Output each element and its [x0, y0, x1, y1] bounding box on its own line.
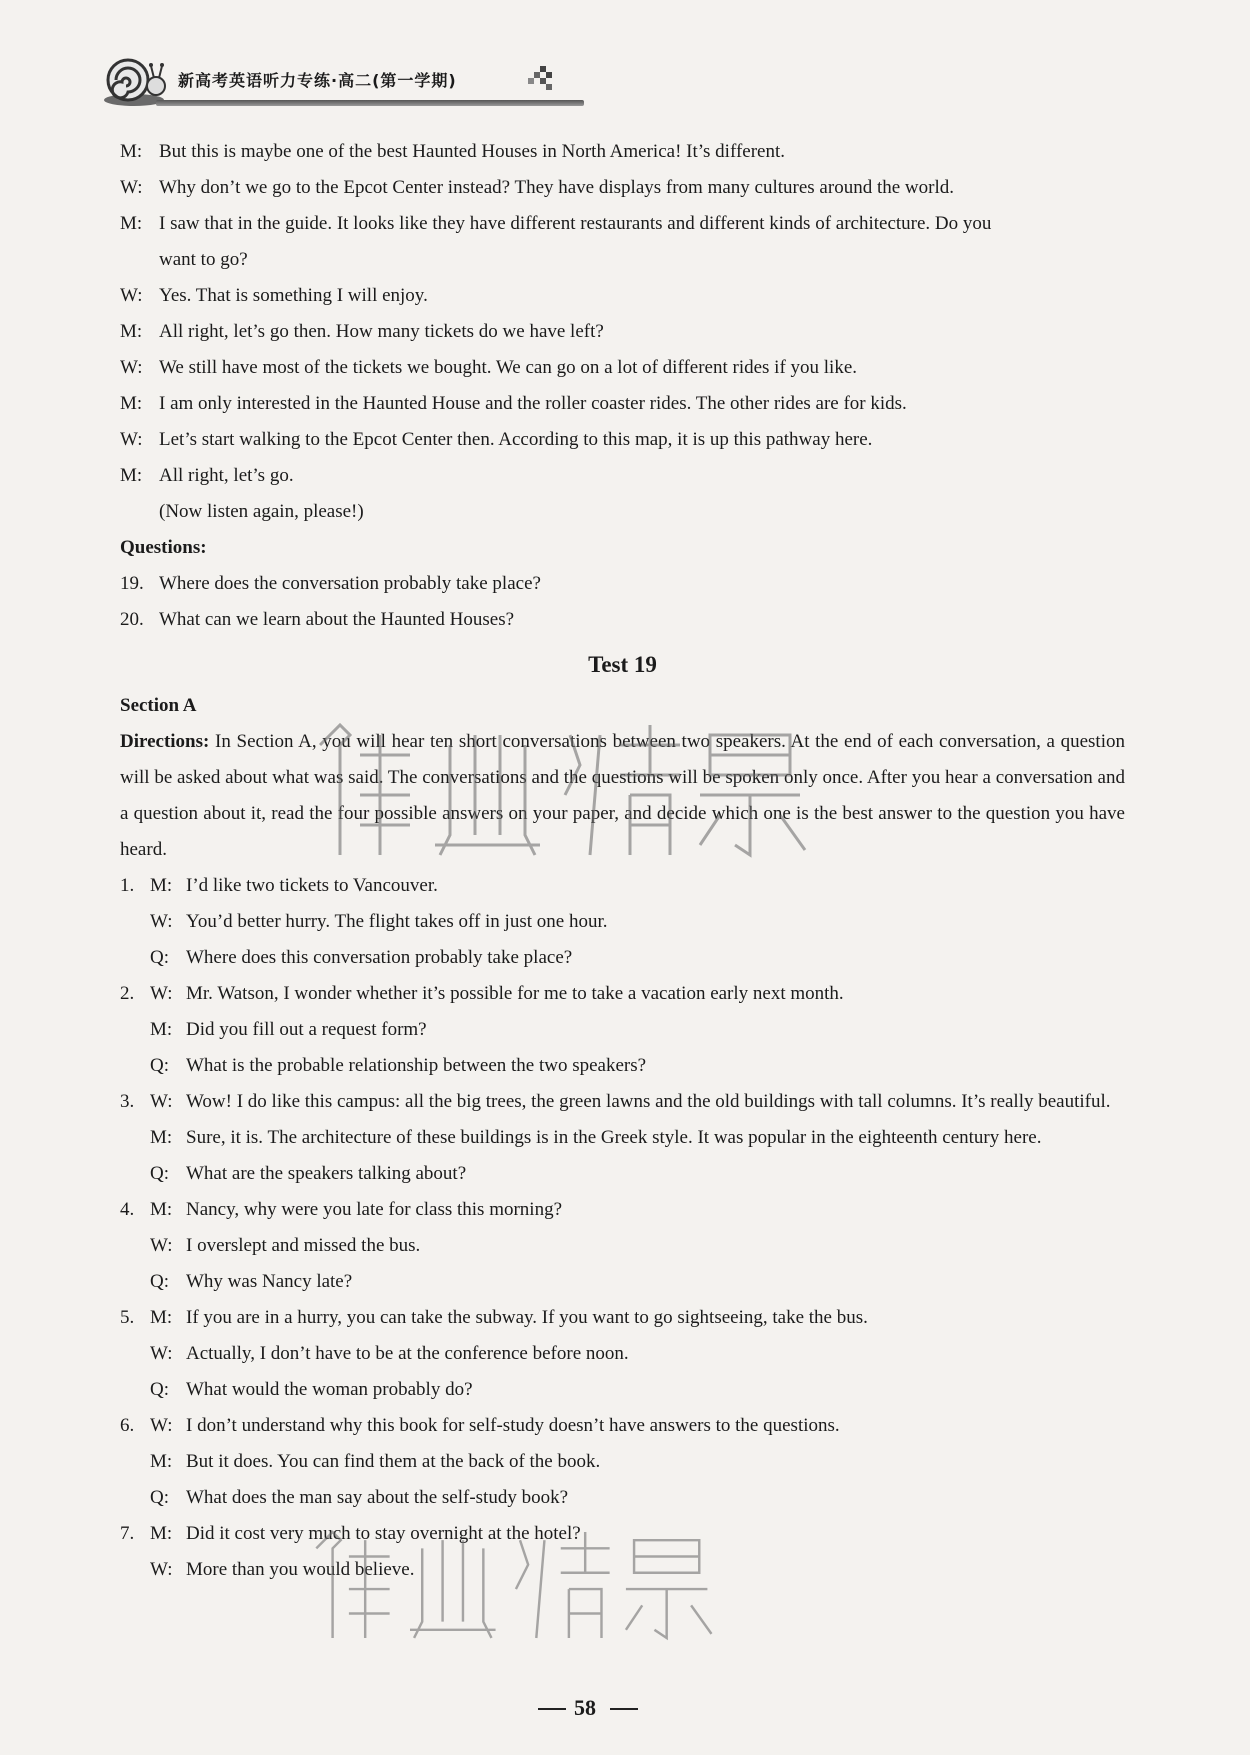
conversation-items: [120, 868, 1125, 1588]
question-text: What does the man say about the self-study book?: [186, 1487, 569, 1508]
conversation-item: [120, 1084, 1125, 1192]
speaker-label: M:: [120, 393, 143, 414]
conversation-item: [120, 868, 1125, 976]
dialogue-text: All right, let’s go.: [159, 465, 294, 486]
dialogue-text: I don’t understand why this book for self-study doesn’t have answers to the questions.: [186, 1415, 840, 1436]
question-text: What are the speakers talking about?: [186, 1163, 467, 1184]
speaker-label: Q:: [150, 1487, 169, 1508]
speaker-label: M:: [120, 321, 143, 342]
page-header: [104, 56, 584, 108]
speaker-label: W:: [150, 983, 173, 1004]
dialogue-text: Actually, I don’t have to be at the conference before noon.: [186, 1343, 629, 1364]
speaker-label: W:: [120, 285, 143, 306]
dialogue-line: [120, 206, 1125, 242]
conversation-item: [120, 1192, 1125, 1300]
speaker-label: M:: [120, 141, 143, 162]
dialogue-text: If you are in a hurry, you can take the subway. If you want to go sightseeing, take the bus.: [186, 1307, 868, 1328]
dialogue-line: [120, 422, 1125, 458]
dialogue-text: Wow! I do like this campus: all the big trees, the green lawns and the old buildings with tall columns. It’s really beautiful.: [186, 1091, 1111, 1112]
question-item: [120, 602, 1125, 638]
speaker-label: Q:: [150, 1163, 169, 1184]
speaker-label: W:: [150, 1091, 173, 1112]
dialogue-text: Did it cost very much to stay overnight at the hotel?: [186, 1523, 581, 1544]
speaker-label: M:: [150, 1451, 173, 1472]
speaker-label: Q:: [150, 947, 169, 968]
speaker-label: M:: [120, 465, 143, 486]
directions-text: In Section A, you will hear ten short conversations between two speakers. At the end of each conversation, a question will be asked about what was said. The conversations and the questions will be spoken only once. After you hear a conversation and a question about it, read the four possible answers on your paper, and decide which one is the best answer to the question you have heard.: [120, 731, 1125, 860]
item-number: 4.: [120, 1199, 135, 1220]
dialogue-text: Yes. That is something I will enjoy.: [159, 285, 428, 306]
item-number: 5.: [120, 1307, 135, 1328]
item-number: 1.: [120, 875, 135, 896]
dialogue-text: You’d better hurry. The flight takes off in just one hour.: [186, 911, 608, 932]
page-number: 58: [574, 1695, 596, 1720]
dialogue-text: All right, let’s go then. How many tickets do we have left?: [159, 321, 604, 342]
question-text: What is the probable relationship between the two speakers?: [186, 1055, 647, 1076]
conversation-item: [120, 976, 1125, 1084]
dialogue-text: I’d like two tickets to Vancouver.: [186, 875, 438, 896]
dialogue-text: I am only interested in the Haunted House and the roller coaster rides. The other rides are for kids.: [159, 393, 907, 414]
speaker-label: M:: [120, 213, 143, 234]
speaker-label: W:: [150, 1235, 173, 1256]
page-number-dash: [610, 1708, 638, 1710]
test-title: Test 19: [588, 652, 657, 677]
dialogue-line: [120, 134, 1125, 170]
speaker-label: W:: [150, 1559, 173, 1580]
dialogue-text: I overslept and missed the bus.: [186, 1235, 421, 1256]
question-text: What can we learn about the Haunted Houses?: [159, 609, 515, 630]
header-rule: [156, 100, 584, 106]
dialogue-text: Why don’t we go to the Epcot Center instead? They have displays from many cultures around the world.: [159, 177, 954, 198]
dialogue-text: Mr. Watson, I wonder whether it’s possible for me to take a vacation early next month.: [186, 983, 844, 1004]
question-number: 19.: [120, 573, 144, 594]
speaker-label: W:: [120, 357, 143, 378]
speaker-label: M:: [150, 1523, 173, 1544]
conversation-item: [120, 1300, 1125, 1408]
speaker-label: W:: [120, 177, 143, 198]
question-text: Where does the conversation probably take place?: [159, 573, 541, 594]
item-number: 7.: [120, 1523, 135, 1544]
directions-label: Directions:: [120, 731, 210, 752]
dialogue-text: Did you fill out a request form?: [186, 1019, 427, 1040]
speaker-label: Q:: [150, 1055, 169, 1076]
speaker-label: W:: [150, 1343, 173, 1364]
question-item: [120, 566, 1125, 602]
speaker-label: Q:: [150, 1271, 169, 1292]
dialogue-text: I saw that in the guide. It looks like they have different restaurants and different kinds of architecture. Do you: [159, 213, 992, 234]
dialogue-line: [120, 458, 1125, 494]
section-heading: Section A: [120, 695, 197, 716]
speaker-label: M:: [150, 1199, 173, 1220]
page-number-dash: [538, 1708, 566, 1710]
item-number: 6.: [120, 1415, 135, 1436]
speaker-label: M:: [150, 875, 173, 896]
dialogue-text: But it does. You can find them at the back of the book.: [186, 1451, 601, 1472]
speaker-label: W:: [120, 429, 143, 450]
dialogue-line: [120, 278, 1125, 314]
watermark-logo-icon: [300, 1510, 740, 1660]
question-text: What would the woman probably do?: [186, 1379, 473, 1400]
checker-decoration-icon: [526, 66, 556, 92]
dialogue-line: [120, 386, 1125, 422]
dialogue-text: Let’s start walking to the Epcot Center then. According to this map, it is up this pathway here.: [159, 429, 873, 450]
question-text: Where does this conversation probably take place?: [186, 947, 573, 968]
item-number: 3.: [120, 1091, 135, 1112]
dialogue-text: Sure, it is. The architecture of these buildings is in the Greek style. It was popular in the eighteenth century here.: [186, 1127, 1042, 1148]
watermark-logo-icon: [300, 715, 840, 865]
dialogue-line: [120, 170, 1125, 206]
listen-again-note: (Now listen again, please!): [159, 501, 364, 522]
speaker-label: Q:: [150, 1379, 169, 1400]
speaker-label: M:: [150, 1127, 173, 1148]
speaker-label: W:: [150, 911, 173, 932]
questions-heading: Questions:: [120, 537, 207, 558]
question-text: Why was Nancy late?: [186, 1271, 353, 1292]
dialogue-line: [120, 350, 1125, 386]
speaker-label: M:: [150, 1019, 173, 1040]
dialogue-line: [120, 242, 1125, 278]
book-title: 新高考英语听力专练·高二(第一学期): [178, 71, 457, 90]
dialogue-text: want to go?: [159, 249, 248, 270]
conversation-item: [120, 1408, 1125, 1516]
speaker-label: W:: [150, 1415, 173, 1436]
dialogue-top: [120, 134, 1125, 494]
dialogue-text: More than you would believe.: [186, 1559, 415, 1580]
dialogue-text: But this is maybe one of the best Haunted Houses in North America! It’s different.: [159, 141, 785, 162]
dialogue-line: [120, 314, 1125, 350]
dialogue-text: We still have most of the tickets we bought. We can go on a lot of different rides if you like.: [159, 357, 858, 378]
dialogue-text: Nancy, why were you late for class this morning?: [186, 1199, 563, 1220]
item-number: 2.: [120, 983, 135, 1004]
speaker-label: M:: [150, 1307, 173, 1328]
question-number: 20.: [120, 609, 144, 630]
